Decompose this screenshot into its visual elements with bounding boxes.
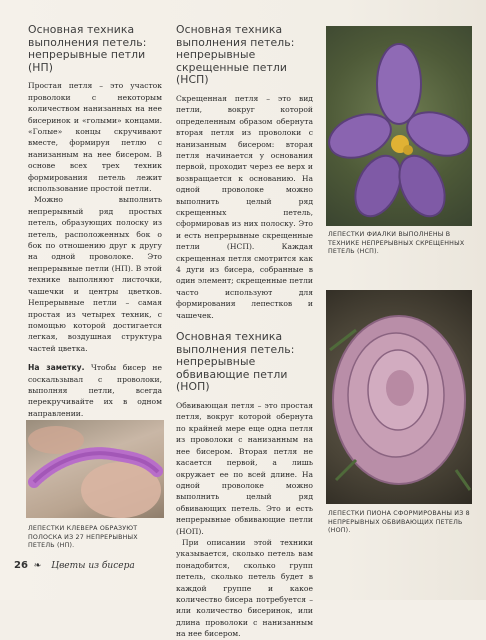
page-footer xyxy=(14,560,135,571)
violet-photo xyxy=(326,26,472,226)
paragraph: Скрещенная петля – это вид петли, вокруг которой определенным образом обернута вторая петля из проволоки с нанизанным бисером: вторая петля начинается у основания первой, проходит через ее верх и возвращается к основанию. На одной проволоке можно выполнить целый ряд скрещенных петель, сформировав из них полоску. Это и есть непрерывные скрещенные петли (НСП). Каждая скрещенная петля смотрится как 4 дуги из бисера, собранные в один элемент; скрещенные петли часто используют для формирования лепестков и чашечек. xyxy=(176,93,313,320)
paragraph: Простая петля – это участок проволоки с некоторым количеством нанизанных на нее бисеринок и «голыми» концами. «Голые» концы скручивают вместе, формируя петлю с нанизанным на нее бисером. В основе всех трех техник формирования петель лежит использование простой петли. xyxy=(28,81,162,194)
clover-illustration xyxy=(26,420,164,518)
note-text: Чтобы бисер не соскальзывал с проволоки, выполняя петли, всегда перекручивайте их в одном направлении. xyxy=(28,363,162,418)
clover-petals-photo xyxy=(26,420,164,518)
leaf-ornament-icon: ❧ xyxy=(33,561,42,571)
column-middle xyxy=(176,24,313,640)
peony-caption: ЛЕПЕСТКИ ПИОНА СФОРМИРОВАНЫ ИЗ 8 НЕПРЕРЫВНЫХ ОБВИВАЮЩИХ ПЕТЕЛЬ (НОП). xyxy=(328,510,470,535)
paragraph: Обвивающая петля – это простая петля, вокруг которой обернута по крайней мере еще одна петля из проволоки с нанизанным на нее бисером. Вторая петля не касается первой, а лишь окружает ее по всей длине. На одной проволоке можно выполнить целый ряд обвивающих петель. Это и есть непрерывные обвивающие петли (НОП). xyxy=(176,401,313,536)
peony-illustration xyxy=(326,290,472,504)
paragraph: Можно выполнить непрерывный ряд простых петель, образующих полоску из петель, расположенных бок о бок по отношению друг к другу на одной проволоке. Это непрерывные петли (НП). В этой технике выполняют листочки, чашечки и центры цветков. Непрерывные петли – самая простая из четырех техник, с помощью которой достигается легкая, воздушная структура частей цветка. xyxy=(28,195,162,353)
note xyxy=(28,362,162,419)
peony-photo xyxy=(326,290,472,504)
section-heading-np: Основная техника выполнения петель: непрерывные петли (НП) xyxy=(28,23,147,74)
violet-illustration xyxy=(326,26,472,226)
clover-caption: ЛЕПЕСТКИ КЛЕВЕРА ОБРАЗУЮТ ПОЛОСКА ИЗ 27 НЕПРЕРЫВНЫХ ПЕТЕЛЬ (НП). xyxy=(28,525,138,550)
section-heading-nop: Основная техника выполнения петель: непрерывные обвивающие петли (НОП) xyxy=(176,330,295,394)
section-heading-nsp: Основная техника выполнения петель: непрерывные скрещенные петли (НСП) xyxy=(176,23,295,87)
note-label: На заметку. xyxy=(28,363,85,373)
page-number: 26 xyxy=(14,560,28,571)
book-title: Цветы из бисера xyxy=(51,561,135,571)
violet-caption: ЛЕПЕСТКИ ФИАЛКИ ВЫПОЛНЕНЫ В ТЕХНИКЕ НЕПРЕРЫВНЫХ СКРЕЩЕННЫХ ПЕТЕЛЬ (НСП). xyxy=(328,231,465,256)
paragraph: При описании этой техники указывается, сколько петель вам понадобится, сколько групп петель, сколько петель будет в каждой группе и какое количество бисера потребуется – или количество бисеринок, или длина проволоки с нанизанным на нее бисером. xyxy=(176,537,313,639)
